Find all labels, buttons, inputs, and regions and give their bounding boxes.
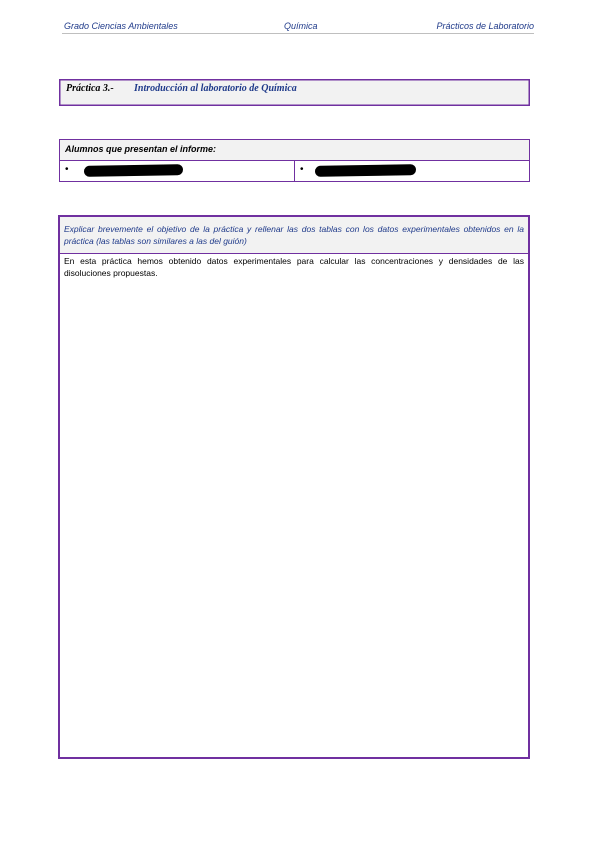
bullet-icon: • [65, 164, 69, 175]
instructions-text: Explicar brevemente el objetivo de la práctica y rellenar las dos tablas con los datos experimentales obtenidos en la práctica (las tablas son similares a las del guión) [64, 224, 524, 246]
alumnos-label: Alumnos que presentan el informe: [65, 144, 217, 154]
practica-title: Introducción al laboratorio de Química [134, 83, 297, 94]
header-course: Grado Ciencias Ambientales [64, 21, 178, 31]
alumnos-header [59, 139, 530, 161]
student-cell-1 [60, 161, 294, 181]
alumnos-row [59, 160, 530, 182]
practica-title-box [59, 79, 530, 106]
objetivo-box [58, 215, 530, 759]
redacted-name [84, 164, 183, 177]
bullet-icon: • [300, 164, 304, 175]
instructions-header [60, 217, 528, 254]
header-section: Prácticos de Laboratorio [436, 21, 534, 31]
redacted-name [315, 164, 416, 177]
header-subject: Química [284, 21, 318, 31]
page-header [62, 19, 534, 34]
report-content: En esta práctica hemos obtenido datos experimentales para calcular las concentraciones y densidades de las disoluciones propuestas. [64, 256, 524, 278]
practica-number: Práctica 3.- [66, 83, 114, 94]
student-cell-2 [295, 161, 530, 181]
